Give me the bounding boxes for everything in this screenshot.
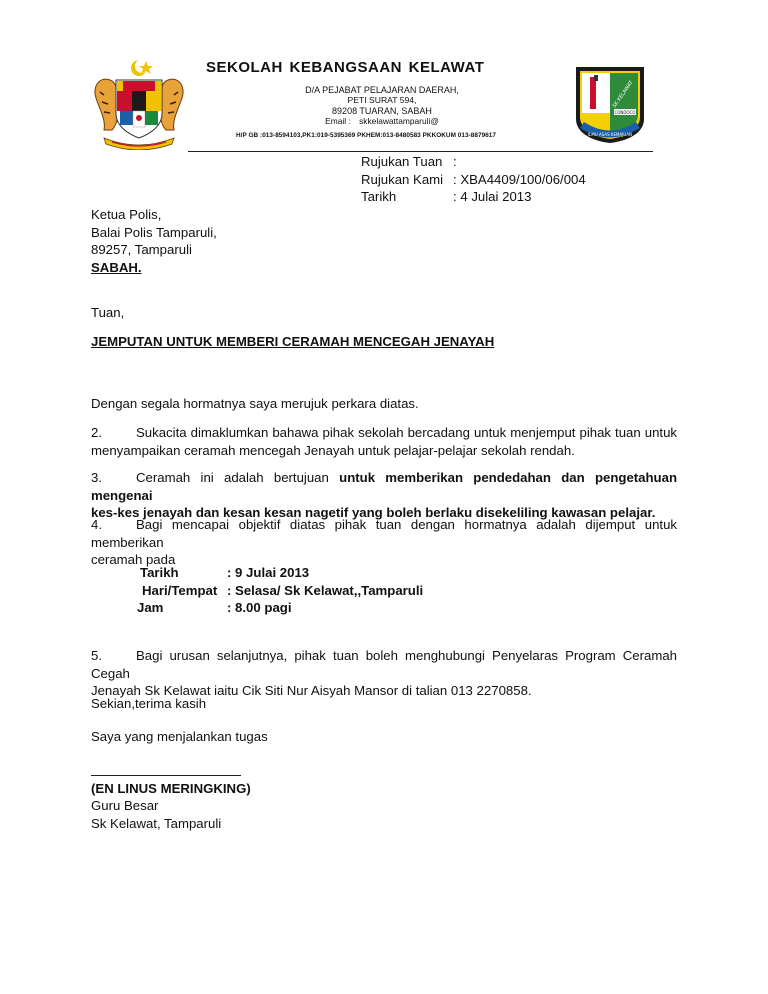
- rujukan-kami-label: Rujukan Kami: [361, 172, 444, 187]
- signatory-name: (EN LINUS MERINGKING): [91, 781, 251, 796]
- paragraph-5-number: 5.: [91, 648, 102, 663]
- paragraph-3-text: Ceramah ini adalah bertujuan: [136, 470, 329, 485]
- rujukan-tuan-label: Rujukan Tuan: [361, 154, 443, 169]
- paragraph-5: [91, 647, 677, 700]
- address-line-3: 89208 TUARAN, SABAH: [332, 105, 432, 116]
- badge-text: SK KELAWAT: [611, 79, 635, 109]
- email-line: [232, 116, 532, 126]
- detail-hari-value: : Selasa/ Sk Kelawat,,Tamparuli: [227, 583, 424, 598]
- paragraph-5-text-1: Bagi urusan selanjutnya, pihak tuan boleh menghubungi Penyelaras Program Ceramah Cegah: [91, 648, 677, 681]
- paragraph-3-bold-1: untuk memberikan pendedahan dan pengetahuan mengenai: [91, 470, 678, 503]
- malaysia-coat-of-arms-logo: [90, 58, 188, 150]
- intro-paragraph: Dengan segala hormatnya saya merujuk perkara diatas.: [91, 396, 419, 411]
- detail-hari-label: Hari/Tempat: [142, 583, 218, 598]
- paragraph-5-line-1: [91, 647, 677, 682]
- rujukan-kami: [361, 172, 586, 187]
- paragraph-3-number: 3.: [91, 470, 102, 485]
- letter-subject: JEMPUTAN UNTUK MEMBERI CERAMAH MENCEGAH JENAYAH: [91, 334, 495, 349]
- paragraph-4-line-1: [91, 516, 677, 551]
- signature-line: [91, 775, 241, 776]
- tarikh-label: Tarikh: [361, 189, 397, 204]
- address-line-2: PETI SURAT 594,: [347, 95, 417, 106]
- paragraph-3-bold-2: kes-kes jenayah dan kesan kesan nagetif yang boleh berlaku disekeliling kawasan pelajar.: [91, 505, 656, 521]
- detail-tarikh: [140, 565, 309, 580]
- detail-hari-tempat: [142, 583, 423, 598]
- paragraph-2-number: 2.: [91, 425, 102, 440]
- header-divider: [188, 151, 653, 152]
- school-name: SEKOLAH KEBANGSAAN KELAWAT: [206, 59, 485, 76]
- paragraph-2-text-1: Sukacita dimaklumkan bahawa pihak sekolah bercadang untuk menjemput pihak tuan untuk: [136, 425, 677, 440]
- school-badge-logo: [572, 63, 648, 145]
- detail-tarikh-label: Tarikh: [140, 565, 179, 580]
- rujukan-tuan-value: :: [453, 154, 457, 169]
- school-address: [232, 85, 532, 127]
- badge-subtext: CONDOCO: [614, 110, 636, 115]
- email-value: skkelawattamparuli@: [359, 116, 439, 127]
- paragraph-4: [91, 516, 677, 569]
- address-line-1: D/A PEJABAT PELAJARAN DAERAH,: [305, 85, 459, 95]
- detail-tarikh-value: : 9 Julai 2013: [227, 565, 310, 580]
- phone-numbers: H/P GB :013-8594103,PK1:019-5395369 PKHEM:013-8480583 PKKOKUM 013-8879617: [236, 132, 497, 139]
- email-label: Email :: [325, 116, 351, 127]
- recipient-line-3: 89257, Tamparuli: [91, 242, 192, 257]
- paragraph-4-number: 4.: [91, 517, 102, 532]
- recipient-state: SABAH.: [91, 260, 142, 275]
- salutation: Tuan,: [91, 305, 125, 320]
- paragraph-2-line-2: menyampaikan ceramah mencegah Jenayah untuk pelajar-pelajar sekolah rendah.: [91, 442, 575, 458]
- paragraph-2: [91, 424, 677, 459]
- paragraph-4-line-2: ceramah pada: [91, 552, 176, 568]
- paragraph-2-line-1: [91, 424, 677, 442]
- detail-jam: [137, 600, 292, 615]
- tarikh: [361, 189, 531, 204]
- paragraph-5-line-2: Jenayah Sk Kelawat iaitu Cik Siti Nur Aisyah Mansor di talian 013 2270858.: [91, 683, 532, 699]
- rujukan-tuan: [361, 154, 457, 169]
- detail-jam-value: : 8.00 pagi: [227, 600, 292, 615]
- recipient-line-2: Balai Polis Tamparuli,: [91, 225, 217, 240]
- signatory-school: Sk Kelawat, Tamparuli: [91, 816, 222, 831]
- detail-jam-label: Jam: [137, 600, 164, 615]
- paragraph-4-text-1: Bagi mencapai objektif diatas pihak tuan dengan hormatnya adalah dijemput untuk memberikan: [91, 517, 677, 550]
- closing-thanks: Sekian,terima kasih: [91, 696, 207, 711]
- closing-duty: Saya yang menjalankan tugas: [91, 729, 268, 744]
- signatory-title: Guru Besar: [91, 798, 159, 813]
- rujukan-kami-value: : XBA4409/100/06/004: [453, 172, 586, 187]
- paragraph-3: [91, 469, 677, 522]
- recipient-line-1: Ketua Polis,: [91, 207, 162, 222]
- tarikh-value: : 4 Julai 2013: [453, 189, 532, 204]
- paragraph-3-line-1: [91, 469, 677, 504]
- badge-motto: ILMU ASAS KEMAJUAN: [587, 132, 633, 137]
